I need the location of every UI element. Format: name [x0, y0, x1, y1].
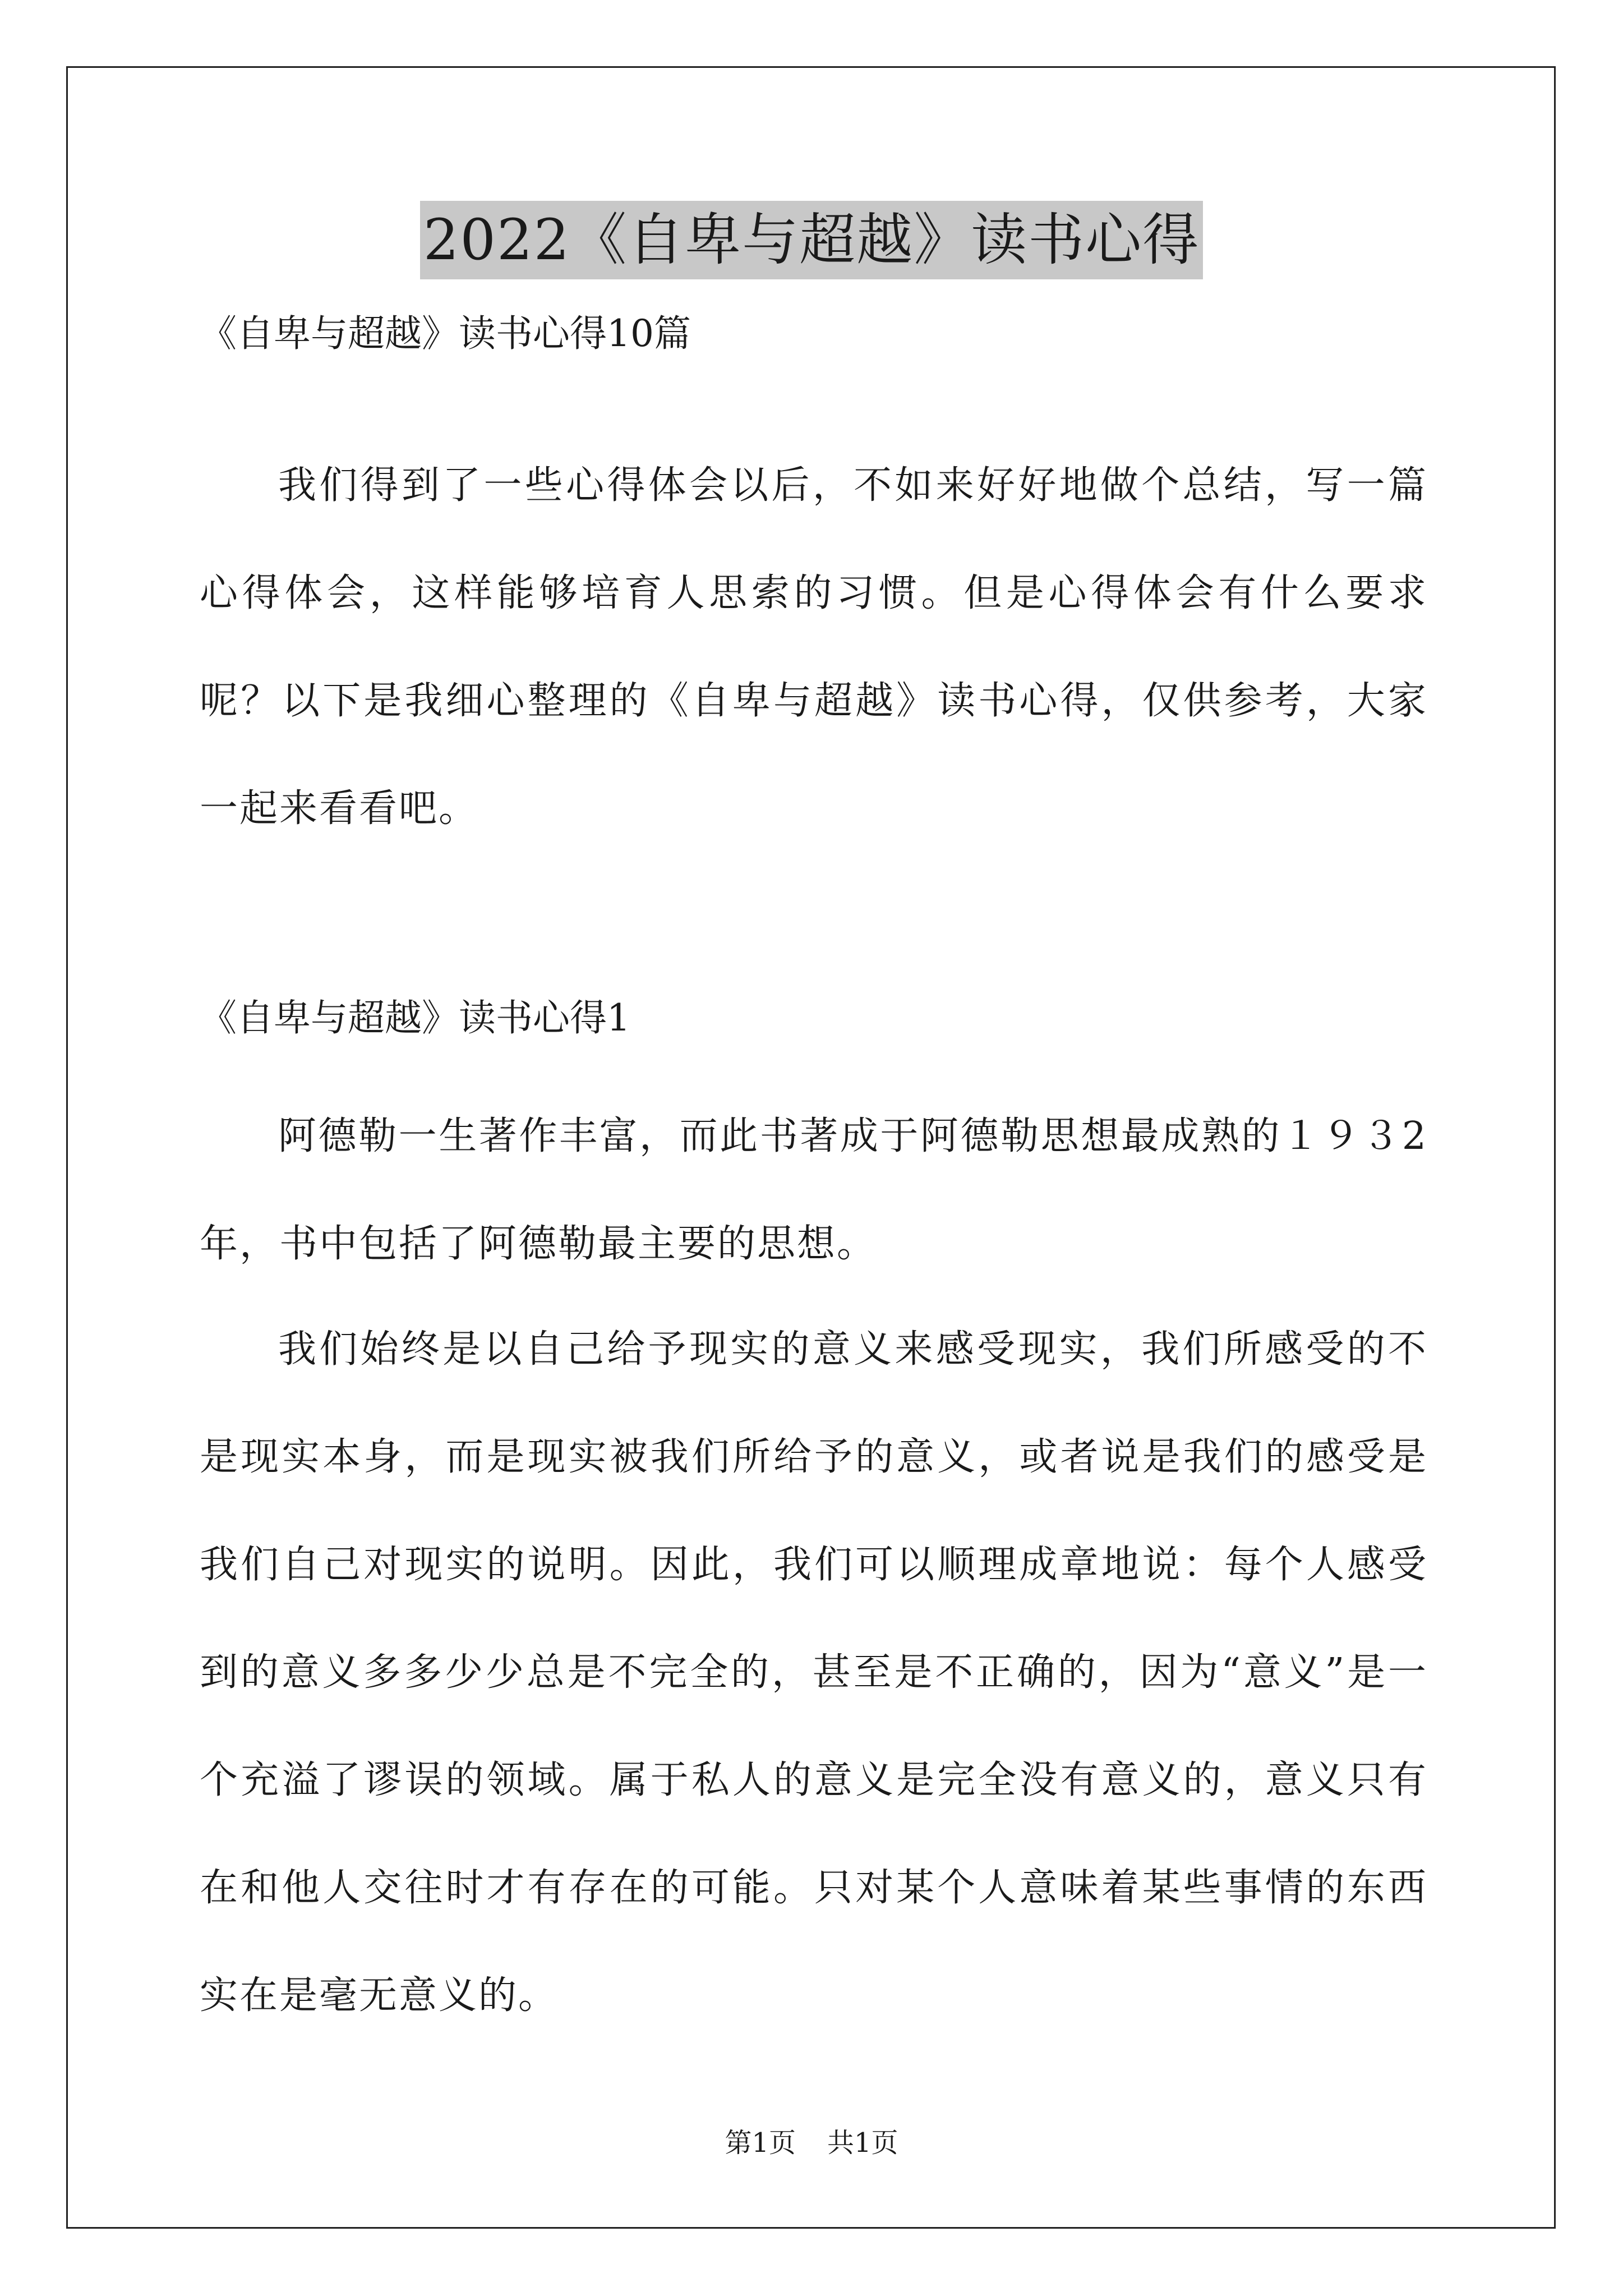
- body-paragraph-2: 我们始终是以自己给予现实的意义来感受现实，我们所感受的不是现实本身，而是现实被我们所给予的意义，或者说是我们的感受是我们自己对现实的说明。因此，我们可以顺理成章地说：每个人感受到的意义多多少少总是不完全的，甚至是不正确的，因为“意义”是一个充溢了谬误的领域。属于私人的意义是完全没有意义的，意义只有在和他人交往时才有存在的可能。只对某个人意味着某些事情的东西实在是毫无意义的。: [200, 1327, 1428, 2018]
- body-paragraph-1: 阿德勒一生著作丰富，而此书著成于阿德勒思想最成熟的１９３2年，书中包括了阿德勒最主要的思想。: [200, 1114, 1428, 1266]
- section-heading: 《自卑与超越》读书心得1: [200, 996, 630, 1039]
- document-title: 2022《自卑与超越》读书心得: [420, 201, 1204, 279]
- page-footer: [0, 2126, 1623, 2160]
- page-number: 第1页: [725, 2127, 796, 2159]
- page-total: 共1页: [827, 2127, 898, 2159]
- intro-paragraph: 我们得到了一些心得体会以后，不如来好好地做个总结，写一篇心得体会，这样能够培育人思索的习惯。但是心得体会有什么要求呢？以下是我细心整理的《自卑与超越》读书心得，仅供参考，大家一起来看看吧。: [200, 463, 1428, 831]
- document-subtitle: 《自卑与超越》读书心得10篇: [200, 312, 691, 355]
- title-container: [0, 201, 1623, 279]
